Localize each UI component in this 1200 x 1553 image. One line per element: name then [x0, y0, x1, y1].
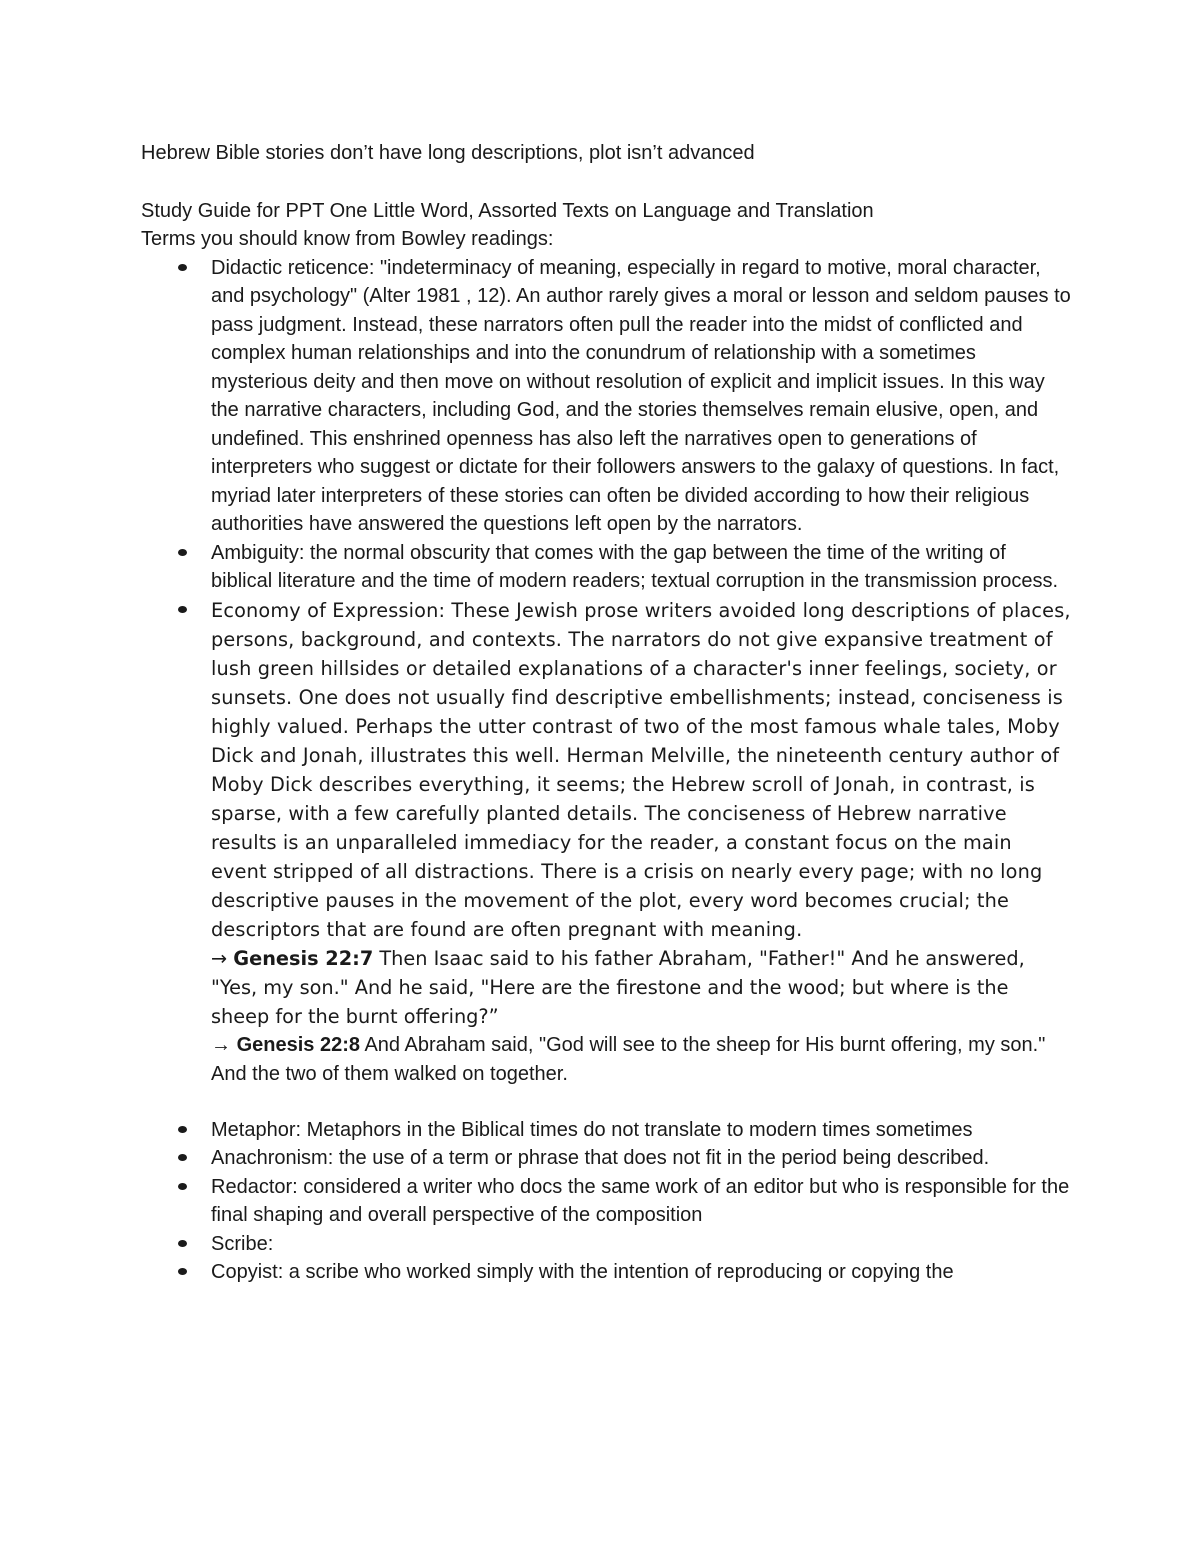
term-redactor: Redactor: considered a writer who docs the same work of an editor but who is responsible for the final shaping and overall perspective of the composition	[211, 1175, 1070, 1226]
document-page	[141, 139, 1071, 1287]
bullet-icon	[178, 1240, 187, 1247]
list-item	[141, 1230, 1071, 1259]
term-scribe: Scribe:	[211, 1232, 274, 1255]
list-item	[141, 539, 1071, 596]
verse-text: And Abraham said, "God will see to the sheep for His burnt offering, my son." And the two of them walked on together.	[211, 1033, 1046, 1085]
term-economy-of-expression: Economy of Expression: These Jewish prose writers avoided long descriptions of places, persons, background, and contexts. The narrators do not give expansive treatment of lush green hillsides or detailed explanations of a character's inner feelings, society, or sunsets. One does not usually find descriptive embellishments; instead, conciseness is highly valued. Perhaps the utter contrast of two of the most famous whale tales, Moby Dick and Jonah, illustrates this well. Herman Melville, the nineteenth century author of Moby Dick describes everything, it seems; the Hebrew scroll of Jonah, in contrast, is sparse, with a few carefully planted details. The conciseness of Hebrew narrative results is an unparalleled immediacy for the reader, a constant focus on the main event stripped of all distractions. There is a crisis on nearly every page; with no long descriptive pauses in the movement of the plot, every word becomes crucial; the descriptors that are found are often pregnant with meaning.	[211, 598, 1071, 941]
bullet-icon	[178, 606, 187, 613]
arrow-icon: →	[211, 1033, 231, 1056]
header-note: Hebrew Bible stories don’t have long descriptions, plot isn’t advanced	[141, 142, 755, 164]
list-item	[141, 1116, 1071, 1145]
spacer	[141, 168, 1071, 197]
verse-genesis-22-7	[211, 944, 1071, 1031]
verse-reference: Genesis 22:8	[236, 1033, 360, 1056]
arrow-icon: →	[211, 946, 228, 970]
term-metaphor: Metaphor: Metaphors in the Biblical times do not translate to modern times sometimes	[211, 1118, 973, 1141]
list-item	[141, 1173, 1071, 1230]
list-item	[141, 1144, 1071, 1173]
list-item	[141, 254, 1071, 539]
term-ambiguity: Ambiguity: the normal obscurity that comes with the gap between the time of the writing of biblical literature and the time of modern readers; textual corruption in the transmission process.	[211, 541, 1059, 592]
bullet-icon	[178, 549, 187, 556]
bullet-icon	[178, 264, 187, 271]
verse-text: Then Isaac said to his father Abraham, "Father!" And he answered, "Yes, my son." And he said, "Here are the firestone and the wood; but where is the sheep for the burnt offering?”	[211, 946, 1025, 1028]
verse-reference: Genesis 22:7	[233, 946, 374, 970]
bullet-icon	[178, 1183, 187, 1190]
terms-intro: Terms you should know from Bowley readings:	[141, 228, 554, 250]
list-item	[141, 1258, 1071, 1287]
verse-genesis-22-8	[211, 1031, 1071, 1089]
term-didactic-reticence: Didactic reticence: "indeterminacy of meaning, especially in regard to motive, moral character, and psychology" (Alter 1981 , 12). An author rarely gives a moral or lesson and seldom pauses to pass judgment. Instead, these narrators often pull the reader into the midst of conflicted and complex human relationships and into the conundrum of relationship with a sometimes mysterious deity and then move on without resolution of explicit and implicit issues. In this way the narrative characters, including God, and the stories themselves remain elusive, open, and undefined. This enshrined openness has also left the narratives open to generations of interpreters who suggest or dictate for their followers answers to the galaxy of questions. In fact, myriad later interpreters of these stories can often be divided according to how their religious authorities have answered the questions left open by the narrators.	[211, 256, 1071, 535]
bullet-icon	[178, 1126, 187, 1133]
list-item	[141, 596, 1071, 1089]
bullet-icon	[178, 1154, 187, 1161]
terms-list	[141, 254, 1071, 1287]
term-copyist: Copyist: a scribe who worked simply with the intention of reproducing or copying the	[211, 1261, 954, 1283]
bullet-icon	[178, 1268, 187, 1275]
study-guide-title: Study Guide for PPT One Little Word, Assorted Texts on Language and Translation	[141, 199, 874, 222]
term-anachronism: Anachronism: the use of a term or phrase that does not fit in the period being described.	[211, 1147, 990, 1169]
